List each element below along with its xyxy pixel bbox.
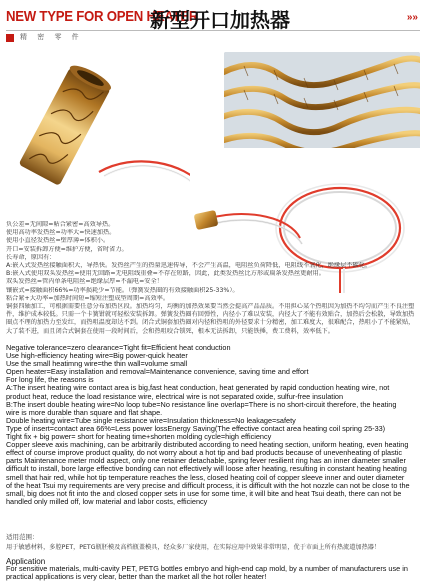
cn-paragraph: 铜套四轴加工，可根据需要任意分布加热区段。加热均匀，均衡的加热效果要当然会提高产品品质。不用担心某个热咀因为加热不均匀而产生不良注塑件，维护成本较低。只需一个卡簧钳就可轻松安装拆卸。弹簧发热圈有回弹性，内径小了难以安装，内径大了不能有效贴合，加热后会松散，导致加热圈点不理的加热力至发红，而热咀温度却达不到。闭合式铜套加热圈对内径和热咀的外径要求十分精密，加工难度大，很难配合，热咀小了不能紧贴，大了装不进，而且闭合式铜套在使用一段时间后，会和热咀咬合锁死，根本无法拆卸，只能铁捶，费工费料，效率低下。 (6, 303, 415, 335)
application-title-english: Application (6, 557, 46, 566)
cn-line: 粘合紧+大功率=加热时间短=缩短注塑成型周期=高效率。 (6, 294, 170, 302)
en-line: small, big does not fit into the and closed copper sets in use for some time, it will bite and heat Tsui death, there can not be (6, 488, 402, 498)
product-image-copper-heater (4, 52, 214, 192)
cn-line: A:嵌入式发热丝接触面积大，导热快。发热丝产生的热量迅速传导，不会产生高温，电阻丝负荷降低，电阻线不氧化，绝缘层不碳化。 (6, 262, 372, 270)
en-line: product heat, reduce the load resistance wire, electrical wire is not separated oxide, sulfur-free insulation (6, 391, 344, 401)
en-line: A:The insert heating wire contact area is big,fast heat conduction, heat generated by rapid conduction heating wire, not (6, 383, 390, 393)
chinese-description (6, 221, 420, 336)
english-description (6, 344, 420, 506)
en-line: of the heat Tsui my requirements are very precise and difficult process, it is difficult with the hot nozzle can not be close to the (6, 480, 410, 490)
en-line: difficult to install, bore large effective bonding can not effectively will loose after heating, resulting in constant heating heating (6, 464, 407, 474)
application-title-chinese: 适用范围： (6, 533, 39, 541)
title-english: NEW TYPE FOR OPEN HEATER (6, 8, 199, 25)
en-line: B:The insert double heating wire=No loop tube=No resistance line overlap=There is no short-circuit therefore, the heating (6, 399, 397, 409)
en-line: For long life, the reasons is (6, 375, 94, 385)
cn-line: 负公差=无间隙=帖合紧密=高效导热。 (6, 221, 115, 228)
en-line: Type of insert=contact area 66%=Less power lossEnergy Saving(The effective contact area heating coil spring 25-33) (6, 423, 386, 433)
cn-line: 使用高功率发热丝=功率大=快速加热。 (6, 229, 116, 237)
cn-line: 使用小直径发热丝=壁厚薄=体积小。 (6, 237, 110, 245)
en-line: Use the small heatimng wire=the thin wall=volume small (6, 359, 188, 369)
page-header (0, 0, 426, 48)
en-line: wire is more durable than square and flat shape. (6, 407, 163, 417)
subtitle-bar (6, 30, 420, 43)
en-line: Negative tolerance=zero clearance=Tight fit=Efficient heat conduction (6, 343, 231, 352)
product-image-coil-closeup (224, 52, 420, 150)
en-line: Open heater=Easy installation and removal=Maintenance convenience, saving time and effort (6, 367, 309, 377)
cn-line: 双头发热丝=管内单条电阻丝=绝缘层厚=不漏电=安全！ (6, 278, 163, 286)
application-text-english: For sensitive materials, multi-cavity PET, PETG bottles embryo and high-end cap mold, by a number of manufacturers use in practical applications is very clear, better than the market all the hot roller heater! (6, 564, 408, 582)
cn-line: B:嵌入式使用双头发热丝=使用无回路=无电阻线重叠=不存在短路，因此，此类发热丝比方形或扁条发热丝更耐用。 (6, 270, 325, 278)
title-chinese: 新型开口加热器 (150, 8, 290, 32)
en-line: Tight fix + big power= short for heating time+shorten molding cycle=high efficiency (6, 432, 272, 442)
en-line: handled only milled off, low material and labor costs, efficiency (6, 496, 208, 506)
subtitle-chinese: 精 密 零 件 (20, 33, 83, 41)
en-line: parts Maintenance meter mold aspect, only one retainer detachable, spring fever resilient ring has an inner diameter smaller (6, 456, 406, 466)
en-line: smell that hair red, while hot tip temperature reaches the less, closed heating coil of copper sleeve inner and outer diameter (6, 472, 405, 482)
en-line: Use high-efficiency heating wire=Big power-quick heater (6, 351, 188, 361)
chevron-right-icon: »» (406, 12, 418, 23)
red-square-icon (6, 34, 14, 42)
cn-line: 开口=安装拆卸方便=维护方便，省时省力。 (6, 245, 128, 253)
application-text-chinese: 用于敏感材料，多腔PET，PETG瓶胚模及高档瓶盖模具，经众多厂家使用，在实际应用中效果非常明显，优于市面上所有热流道加热器！ (6, 544, 381, 551)
cn-line: 镶嵌式=接触面积66%=功率损耗少=节能。（弹簧发热圈的有效接触面积25-33%）。 (6, 286, 239, 294)
en-line: Double heating wire=Tube single resistance wire=Insulation thickness=No leakage=safety (6, 415, 296, 425)
en-line: Copper sleeve axis machining, can be arbitrarily distributed according to need heating section, uniform heating, even heating (6, 440, 409, 450)
cn-line: 长寿命，原因有： (6, 253, 56, 261)
en-line: effect of course improve product quality, do not worry about a hot tip and bad products because of unevenheating of plastic (6, 448, 403, 458)
